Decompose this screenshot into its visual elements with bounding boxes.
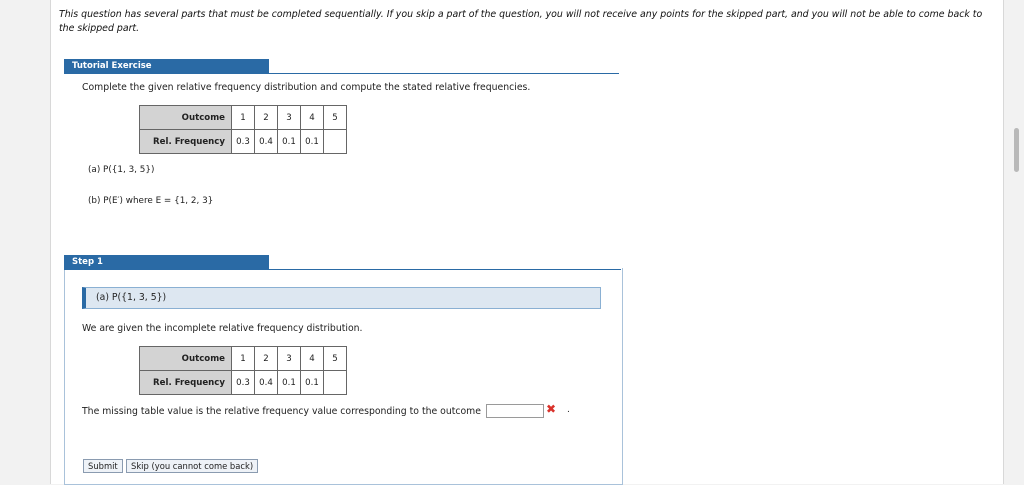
missing-value-text: The missing table value is the relative frequency value corresponding to the outcome [82,406,481,417]
tutorial-frequency-table [139,105,347,154]
table-row [140,106,347,130]
part-b-label: (b) P(E′) where E = {1, 2, 3} [88,196,214,206]
step-frequency-table [139,346,347,395]
table-row [140,347,347,371]
sentence-period: . [567,405,570,415]
table-cell: 1 [232,347,255,371]
table-cell: 2 [255,347,278,371]
table-cell: 4 [301,347,324,371]
tutorial-instruction: Complete the given relative frequency distribution and compute the stated relative frequencies. [82,82,531,93]
table-cell: 3 [278,106,301,130]
x-mark-icon: ✖ [546,402,557,416]
table-cell: 1 [232,106,255,130]
step-header-label: Step 1 [64,255,269,269]
table-cell: 0.1 [301,130,324,154]
table-cell: 5 [324,106,347,130]
submit-button[interactable]: Submit [83,459,123,473]
table-cell: 5 [324,347,347,371]
scrollbar-thumb[interactable] [1014,128,1019,172]
table-row [140,371,347,395]
table-cell: 0.4 [255,371,278,395]
skip-button[interactable]: Skip (you cannot come back) [126,459,258,473]
table-cell: 0.3 [232,130,255,154]
frequency-header: Rel. Frequency [140,130,232,154]
intro-text: This question has several parts that must be completed sequentially. If you skip a part of the question, you will not receive any points for the skipped part, and you will not be able to come back to the skipped part. [59,9,983,34]
table-cell: 0.3 [232,371,255,395]
step-question-bar: (a) P({1, 3, 5}) [82,287,601,309]
tutorial-header-label: Tutorial Exercise [64,59,269,73]
part-a-label: (a) P({1, 3, 5}) [88,165,155,175]
outcome-header: Outcome [140,347,232,371]
table-cell: 2 [255,106,278,130]
table-cell [324,371,347,395]
table-cell: 0.1 [301,371,324,395]
tutorial-header [64,59,619,74]
table-cell: 3 [278,347,301,371]
table-cell: 0.1 [278,371,301,395]
table-row [140,130,347,154]
table-cell: 0.4 [255,130,278,154]
table-cell: 0.1 [278,130,301,154]
table-cell: 4 [301,106,324,130]
outcome-header: Outcome [140,106,232,130]
table-cell [324,130,347,154]
given-text: We are given the incomplete relative frequency distribution. [82,323,363,334]
question-page [50,0,1004,484]
outcome-answer-input[interactable] [486,404,544,418]
frequency-header: Rel. Frequency [140,371,232,395]
step-header [64,255,621,270]
